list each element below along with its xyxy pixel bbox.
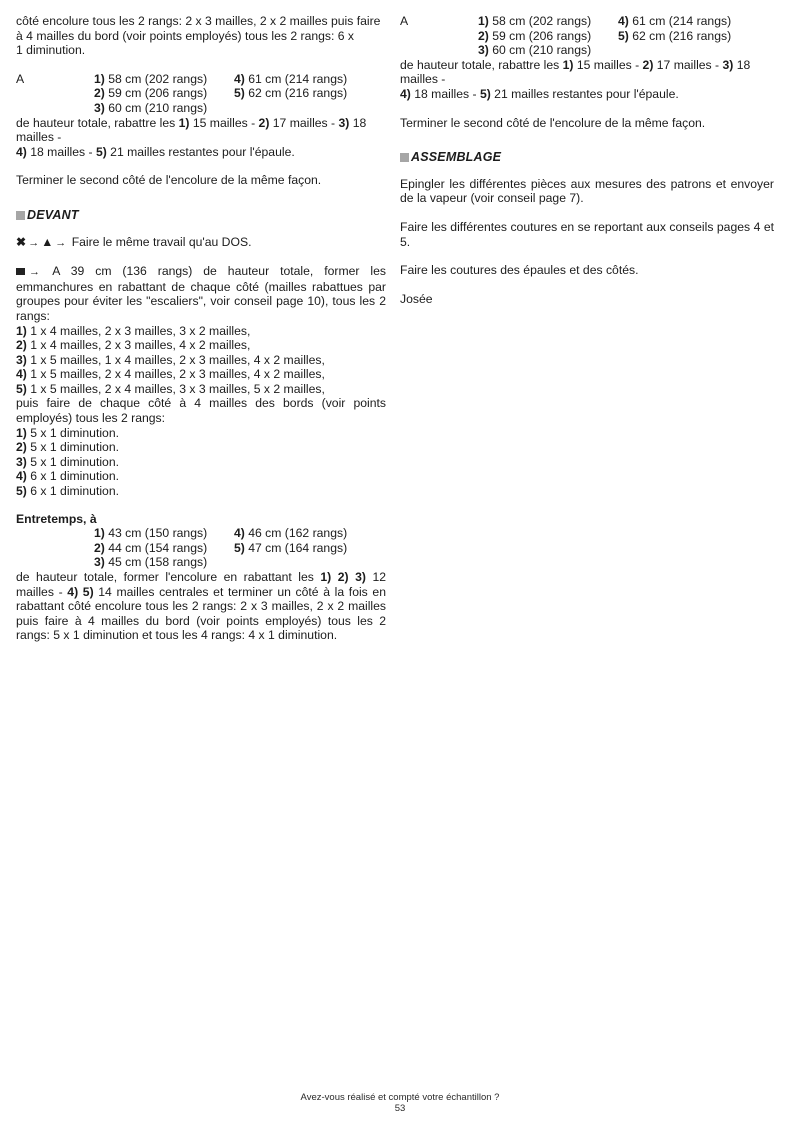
devant-heading: DEVANT xyxy=(16,208,386,223)
decrease-steps xyxy=(16,426,386,499)
list-item: 4) 6 x 1 diminution. xyxy=(16,469,119,484)
cross-icon: ✖ xyxy=(16,234,27,249)
left-column xyxy=(16,14,386,643)
page-footer xyxy=(0,1092,800,1114)
square-icon xyxy=(16,268,25,275)
footer-question: Avez-vous réalisé et compté votre échantillon ? xyxy=(300,1092,500,1103)
shoulder-bindoff-text: de hauteur totale, rabattre les 1) 15 mailles - 2) 17 mailles - 3) 18 mailles - 4) 18 mailles - 5) 21 mailles restantes pour l'épaule. xyxy=(16,115,367,159)
list-item: 3) 5 x 1 diminution. xyxy=(16,454,119,469)
list-item: 1) 1 x 4 mailles, 2 x 3 mailles, 3 x 2 mailles, xyxy=(16,323,251,338)
arrow-icon: → xyxy=(28,236,40,249)
list-item: 2) 1 x 4 mailles, 2 x 3 mailles, 4 x 2 mailles, xyxy=(16,338,251,353)
neckline-text: de hauteur totale, former l'encolure en rabattant les 1) 2) 3) 12 mailles - 4) 5) 14 mailles centrales et terminer un côté à la fois en rabattant côté encolure tous les 2 rangs: 2 x 3 mailles, 2 x 2 mailles puis faire à 4 mailles du bord (voir points employés) tous les 2 rangs: 5 x 1 diminution et tous les 4 rangs: 4 x 1 diminution. xyxy=(16,570,386,643)
entretemps-heading: Entretemps, à xyxy=(16,511,97,526)
right-column xyxy=(400,14,774,306)
arrow-icon: → xyxy=(55,236,67,249)
armhole-steps xyxy=(16,324,386,397)
finish-text: Terminer le second côté de l'encolure de la même façon. xyxy=(16,173,322,188)
assemblage-text-3: Faire les coutures des épaules et des côtés. xyxy=(400,263,639,278)
page-number: 53 xyxy=(394,1103,406,1114)
assemblage-heading: ASSEMBLAGE xyxy=(400,150,774,165)
finish-text: Terminer le second côté de l'encolure de la même façon. xyxy=(400,115,706,130)
list-item: 5) 6 x 1 diminution. xyxy=(16,484,119,499)
size-table-b: 1) 43 cm (150 rangs) 2) 44 cm (154 rangs) 3) 45 cm (158 rangs) 4) 46 cm (162 rangs) 5) 47 cm (164 rangs) xyxy=(94,526,348,570)
list-item: 4) 1 x 5 mailles, 2 x 4 mailles, 2 x 3 mailles, 4 x 2 mailles, xyxy=(16,367,325,382)
armhole-text: → A 39 cm (136 rangs) de hauteur totale, former les emmanchures en rabattant de chaque côté (mailles rabattues par groupes pour éviter les "escaliers", voir conseil page 10), tous les 2 rangs: xyxy=(16,264,386,323)
assemblage-text-2: Faire les différentes coutures en se reportant aux conseils pages 4 et 5. xyxy=(400,219,774,249)
intro-text: côté encolure tous les 2 rangs: 2 x 3 mailles, 2 x 2 mailles puis faire à 4 mailles du bord (voir points employés) tous les 2 rangs: 6 x 1 diminution. xyxy=(16,14,381,58)
devant-same-text: ✖ → ▲ → Faire le même travail qu'au DOS. xyxy=(16,234,252,249)
triangle-icon: ▲ xyxy=(41,234,54,249)
section-square-icon xyxy=(400,153,409,162)
shoulder-bindoff-text: de hauteur totale, rabattre les 1) 15 mailles - 2) 17 mailles - 3) 18 mailles - 4) 18 mailles - 5) 21 mailles restantes pour l'épaule. xyxy=(400,57,751,101)
list-item: 2) 5 x 1 diminution. xyxy=(16,440,119,455)
list-item: 1) 5 x 1 diminution. xyxy=(16,425,119,440)
size-table-a: A 1) 58 cm (202 rangs) 2) 59 cm (206 rangs) 3) 60 cm (210 rangs) 4) 61 cm (214 rangs) 5) 62 cm (216 rangs) xyxy=(400,14,732,58)
size-table-a: A 1) 58 cm (202 rangs) 2) 59 cm (206 rangs) 3) 60 cm (210 rangs) 4) 61 cm (214 rangs) 5) 62 cm (216 rangs) xyxy=(16,71,348,115)
assemblage-text-1: Epingler les différentes pièces aux mesures des patrons et envoyer de la vapeur (voir conseil page 7). xyxy=(400,176,774,206)
list-item: 5) 1 x 5 mailles, 2 x 4 mailles, 3 x 3 mailles, 5 x 2 mailles, xyxy=(16,381,325,396)
list-item: 3) 1 x 5 mailles, 1 x 4 mailles, 2 x 3 mailles, 4 x 2 mailles, xyxy=(16,352,325,367)
then-text: puis faire de chaque côté à 4 mailles des bords (voir points employés) tous les 2 rangs: xyxy=(16,396,386,426)
arrow-icon: → xyxy=(29,266,40,279)
section-square-icon xyxy=(16,211,25,220)
signature: Josée xyxy=(400,291,433,306)
